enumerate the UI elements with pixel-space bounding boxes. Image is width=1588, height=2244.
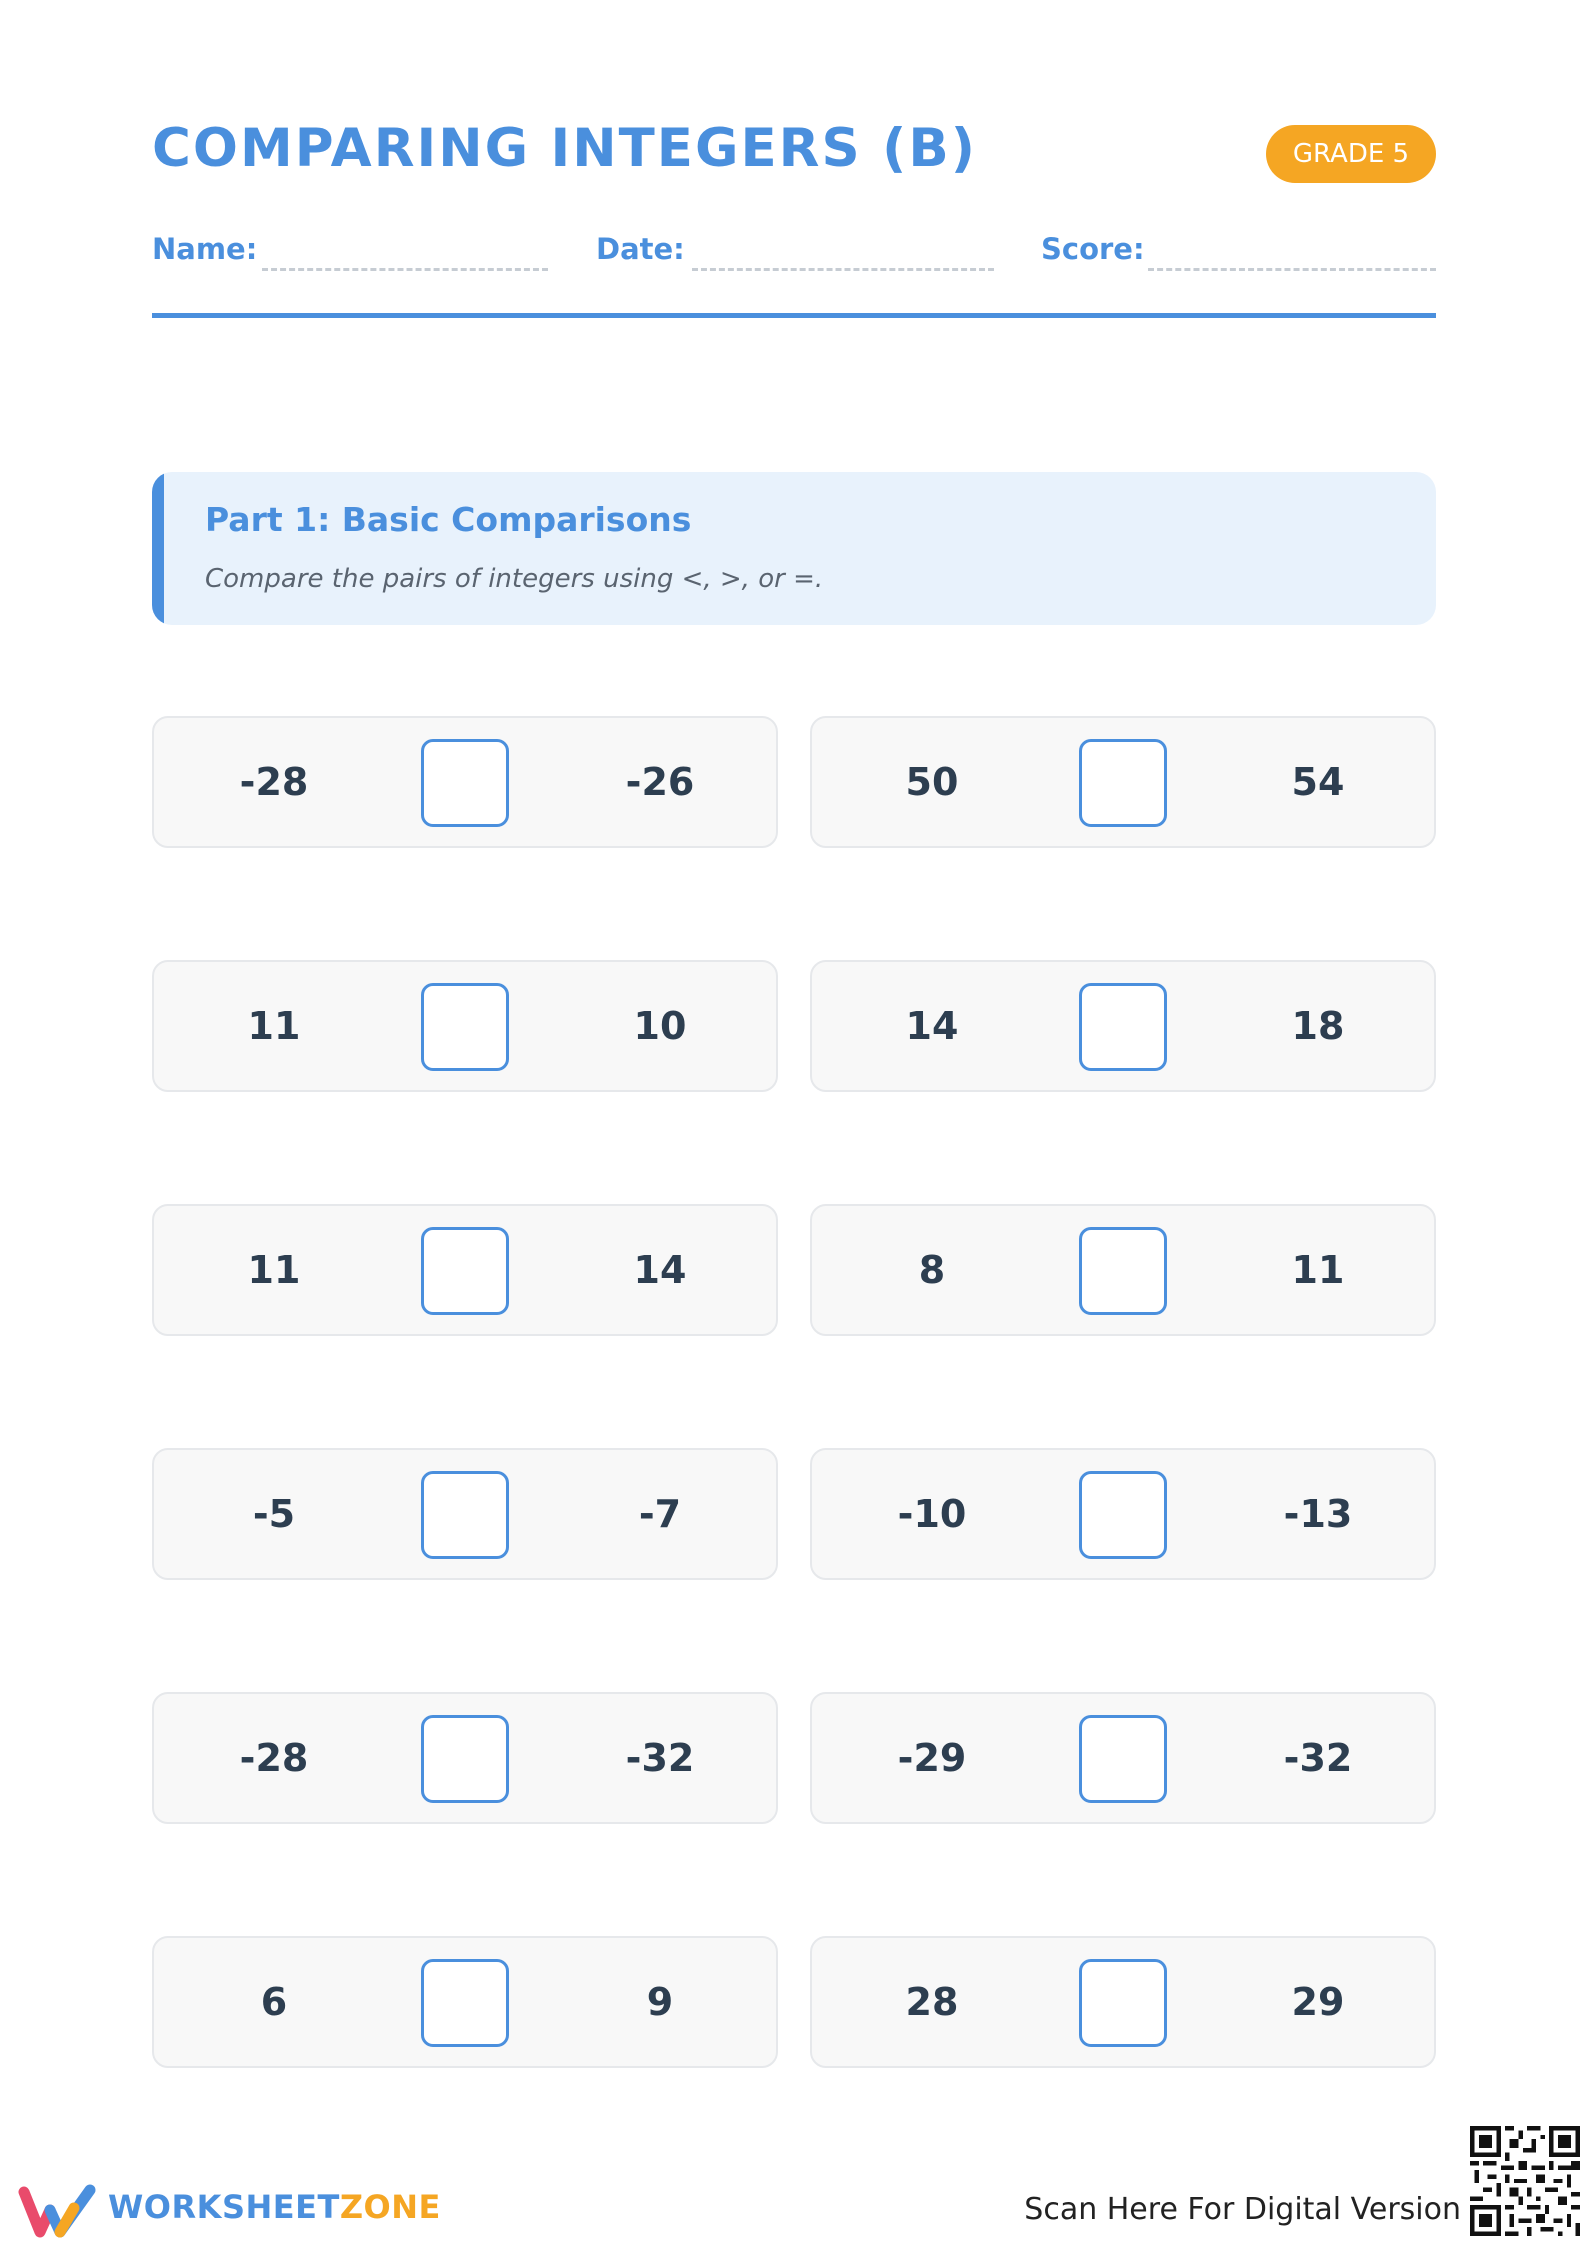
brand-name (108, 2188, 441, 2226)
right-number: -7 (638, 1492, 682, 1536)
answer-box[interactable] (421, 1227, 509, 1315)
score-label: Score: (1041, 232, 1145, 266)
right-number: 29 (1291, 1980, 1345, 2024)
right-number: -32 (625, 1736, 695, 1780)
right-number: -26 (625, 760, 695, 804)
right-number: 11 (1291, 1248, 1345, 1292)
grade-badge: GRADE 5 (1266, 125, 1436, 183)
section-header (152, 472, 1436, 625)
left-number: 28 (905, 1980, 959, 2024)
answer-box[interactable] (421, 983, 509, 1071)
score-line[interactable] (1148, 268, 1436, 271)
right-number: 9 (646, 1980, 674, 2024)
left-number: 11 (247, 1004, 301, 1048)
right-number: 14 (633, 1248, 687, 1292)
left-number: -28 (239, 760, 309, 804)
left-number: -10 (897, 1492, 967, 1536)
answer-box[interactable] (421, 1959, 509, 2047)
problem-card (810, 1448, 1436, 1580)
right-number: 18 (1291, 1004, 1345, 1048)
problem-card (810, 1204, 1436, 1336)
answer-box[interactable] (1079, 739, 1167, 827)
answer-box[interactable] (1079, 1227, 1167, 1315)
worksheet-title: COMPARING INTEGERS (B) (152, 118, 977, 179)
section-title: Part 1: Basic Comparisons (205, 500, 692, 539)
left-number: 11 (247, 1248, 301, 1292)
problem-card (152, 716, 778, 848)
date-line[interactable] (692, 268, 994, 271)
left-number: -28 (239, 1736, 309, 1780)
answer-box[interactable] (421, 1715, 509, 1803)
problem-card (152, 1448, 778, 1580)
left-number: 8 (918, 1248, 946, 1292)
scan-text: Scan Here For Digital Version (1024, 2192, 1461, 2227)
right-number: 54 (1291, 760, 1345, 804)
right-number: 10 (633, 1004, 687, 1048)
problem-card (810, 1692, 1436, 1824)
answer-box[interactable] (421, 739, 509, 827)
answer-box[interactable] (1079, 1715, 1167, 1803)
problem-card (810, 716, 1436, 848)
section-accent-bar (152, 472, 164, 625)
brand-name-part2: ZONE (339, 2188, 441, 2226)
problem-card (152, 1692, 778, 1824)
problem-card (152, 1204, 778, 1336)
left-number: 50 (905, 760, 959, 804)
header-divider (152, 313, 1436, 318)
worksheetzone-logo-icon (18, 2180, 98, 2240)
name-line[interactable] (262, 268, 548, 271)
left-number: 6 (260, 1980, 288, 2024)
left-number: -5 (252, 1492, 296, 1536)
left-number: 14 (905, 1004, 959, 1048)
problem-card (810, 1936, 1436, 2068)
brand-name-part1: WORKSHEET (108, 2188, 340, 2226)
right-number: -32 (1283, 1736, 1353, 1780)
problem-card (152, 960, 778, 1092)
section-instruction: Compare the pairs of integers using <, >, or =. (205, 564, 824, 594)
left-number: -29 (897, 1736, 967, 1780)
qr-code-icon[interactable] (1470, 2126, 1580, 2236)
answer-box[interactable] (1079, 983, 1167, 1071)
date-label: Date: (596, 232, 685, 266)
answer-box[interactable] (1079, 1959, 1167, 2047)
problem-card (810, 960, 1436, 1092)
answer-box[interactable] (1079, 1471, 1167, 1559)
answer-box[interactable] (421, 1471, 509, 1559)
problem-card (152, 1936, 778, 2068)
name-label: Name: (152, 232, 258, 266)
right-number: -13 (1283, 1492, 1353, 1536)
